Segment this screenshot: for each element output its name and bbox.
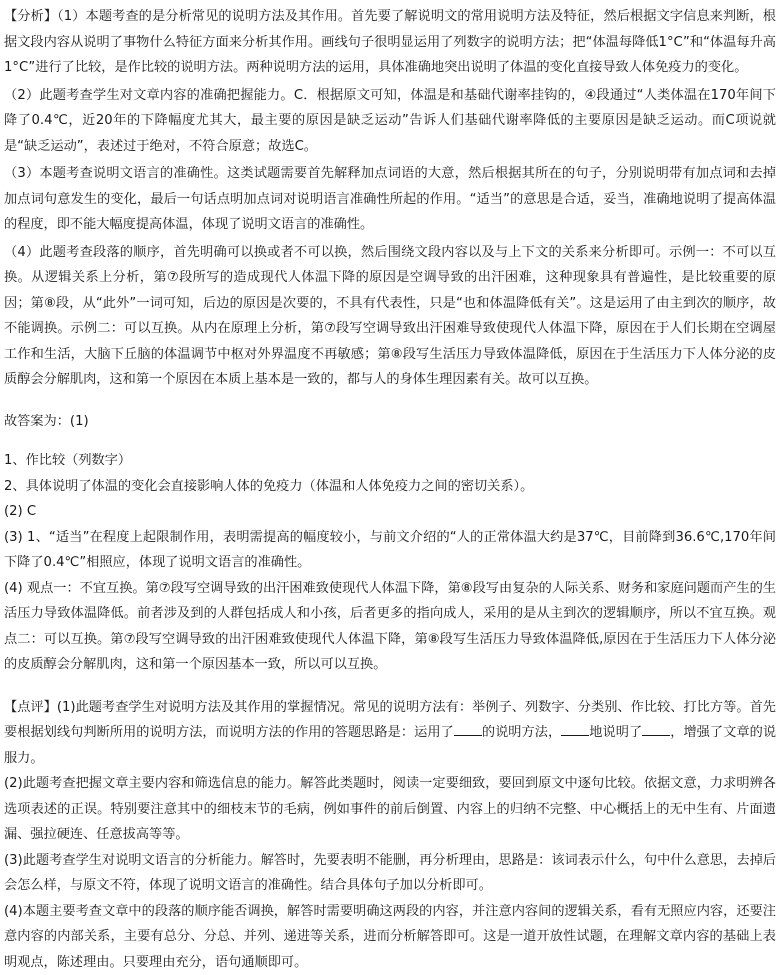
analysis-section — [4, 4, 776, 393]
analysis-paragraph-3: （3）本题考查说明文语言的准确性。这类试题需要首先解释加点词语的大意，然后根据其所在的句子，分别说明带有加点词和去掉加点词句意发生的变化，最后一句话点明加点词对说明语言准确性所起的作用。“适当”的意思是合适，妥当，准确地说明了提高体温的程度，即不能大幅度提高体温，体现了说明文语言的准确性。 — [4, 161, 776, 238]
blank-underline — [642, 721, 670, 736]
answer-item-1: 1、作比较（列数字） — [4, 448, 776, 474]
answer-item-5: (4) 观点一：不宜互换。第⑦段写空调导致的出汗困难致使现代人体温下降，第⑧段写由复杂的人际关系、财务和家庭问题而产生的生活压力导致体温降低。前者涉及到的人群包括成人和小孩，后者更多的指向成人，采用的是从主到次的逻辑顺序，所以不宜互换。观点二：可以互换。第⑦段写空调导致的出汗困难致使现代人体温下降，第⑧段写生活压力导致体温降低,原因在于生活压力下人体分泌的皮质醇会分解肌肉，这和第一个原因基本一致，所以可以互换。 — [4, 576, 776, 678]
review-paragraph-1 — [4, 695, 776, 772]
answer-item-4: (3) 1、“适当”在程度上起限制作用，表明需提高的幅度较小，与前文介绍的“人的正常体温大约是37℃，目前降到36.6℃,170年间下降了0.4℃”相照应，体现了说明文语言的准确性。 — [4, 525, 776, 576]
review-text-1a: 【点评】(1)此题考查学生对说明方法及其作用的掌握情况。常见的说明方法有：举例子、列数字、分类别、作比较、打比方等。首先要根据划线句判断所用的说明方法，而说明方法的作用的答题思路是：运用了 — [4, 700, 776, 741]
review-paragraph-2: (2)此题考查把握文章主要内容和筛选信息的能力。解答此类题时，阅读一定要细致，要回到原文中逐句比较。依据文意，力求明辨各选项表述的正误。特别要注意其中的细枝末节的毛病，例如事件的前后倒置、内容上的归纳不完整、中心概括上的无中生有、片面遗漏、强拉硬连、任意拔高等等。 — [4, 771, 776, 848]
answer-item-2: 2、具体说明了体温的变化会直接影响人体的免疫力（体温和人体免疫力之间的密切关系）。 — [4, 474, 776, 500]
review-section — [4, 695, 776, 975]
review-paragraph-4: (4)本题主要考查文章中的段落的顺序能否调换，解答时需要明确这两段的内容，并注意内容间的逻辑关系，看有无照应内容，还要注意内容的内部关系，主要有总分、分总、并列、递进等关系，进而分析解答即可。这是一道开放性试题，在理解文章内容的基础上表明观点，陈述理由。只要理由充分，语句通顺即可。 — [4, 899, 776, 975]
blank-underline — [561, 721, 589, 736]
analysis-paragraph-1: 【分析】（1）本题考查的是分析常见的说明方法及其作用。首先要了解说明文的常用说明方法及特征，然后根据文字信息来判断，根据文段内容从说明了事物什么特征方面来分析其作用。画线句子很明显运用了列数字的说明方法；把“体温每降低1°C”和“体温每升高1°C”进行了比较，是作比较的说明方法。两种说明方法的运用，具体准确地突出说明了体温的变化直接导致人体免疫力的变化。 — [4, 4, 776, 81]
analysis-paragraph-4: （4）此题考查段落的顺序，首先明确可以换或者不可以换，然后围绕文段内容以及与上下文的关系来分析即可。示例一：不可以互换。从逻辑关系上分析，第⑦段所写的造成现代人体温下降的原因是空调导致的出汗困难，这种现象具有普遍性，是比较重要的原因；第⑧段，从“此外”一词可知，后边的原因是次要的，不具有代表性，只是“也和体温降低有关”。这是运用了由主到次的顺序，故不能调换。示例二：可以互换。从内在原理上分析，第⑦段写空调导致出汗困难导致使现代人体温下降，原因在于人们长期在空调屋工作和生活，大脑下丘脑的体温调节中枢对外界温度不再敏感；第⑧段写生活压力导致体温降低，原因在于生活压力下人体分泌的皮质醇会分解肌肉，这和第一个原因在本质上基本是一致的，都与人的身体生理因素有关。故可以互换。 — [4, 240, 776, 393]
analysis-paragraph-2: （2）此题考查学生对文章内容的准确把握能力。C．根据原文可知，体温是和基础代谢率挂钩的，④段通过“人类体温在170年间下降了0.4℃，近20年的下降幅度尤其大，最主要的原因是缺乏运动”告诉人们基础代谢率降低的主要原因是缺乏运动。而C项说就是“缺乏运动”，表述过于绝对，不符合原意；故选C。 — [4, 83, 776, 160]
review-paragraph-3: (3)此题考查学生对说明文语言的分析能力。解答时，先要表明不能删，再分析理由，思路是：该词表示什么，句中什么意思，去掉后会怎么样，与原文不符，体现了说明文语言的准确性。结合具体句子加以分析即可。 — [4, 848, 776, 899]
review-text-1d: ，增强了文章的说服力。 — [4, 725, 776, 766]
blank-underline — [454, 721, 482, 736]
answer-section — [4, 409, 776, 678]
answer-title: 故答案为：(1) — [4, 409, 776, 435]
solution-document — [0, 4, 780, 975]
review-text-1c: 地说明了 — [589, 725, 642, 740]
answer-items — [4, 448, 776, 678]
answer-item-3: (2) C — [4, 499, 776, 525]
review-text-1b: 的说明方法， — [482, 725, 561, 740]
